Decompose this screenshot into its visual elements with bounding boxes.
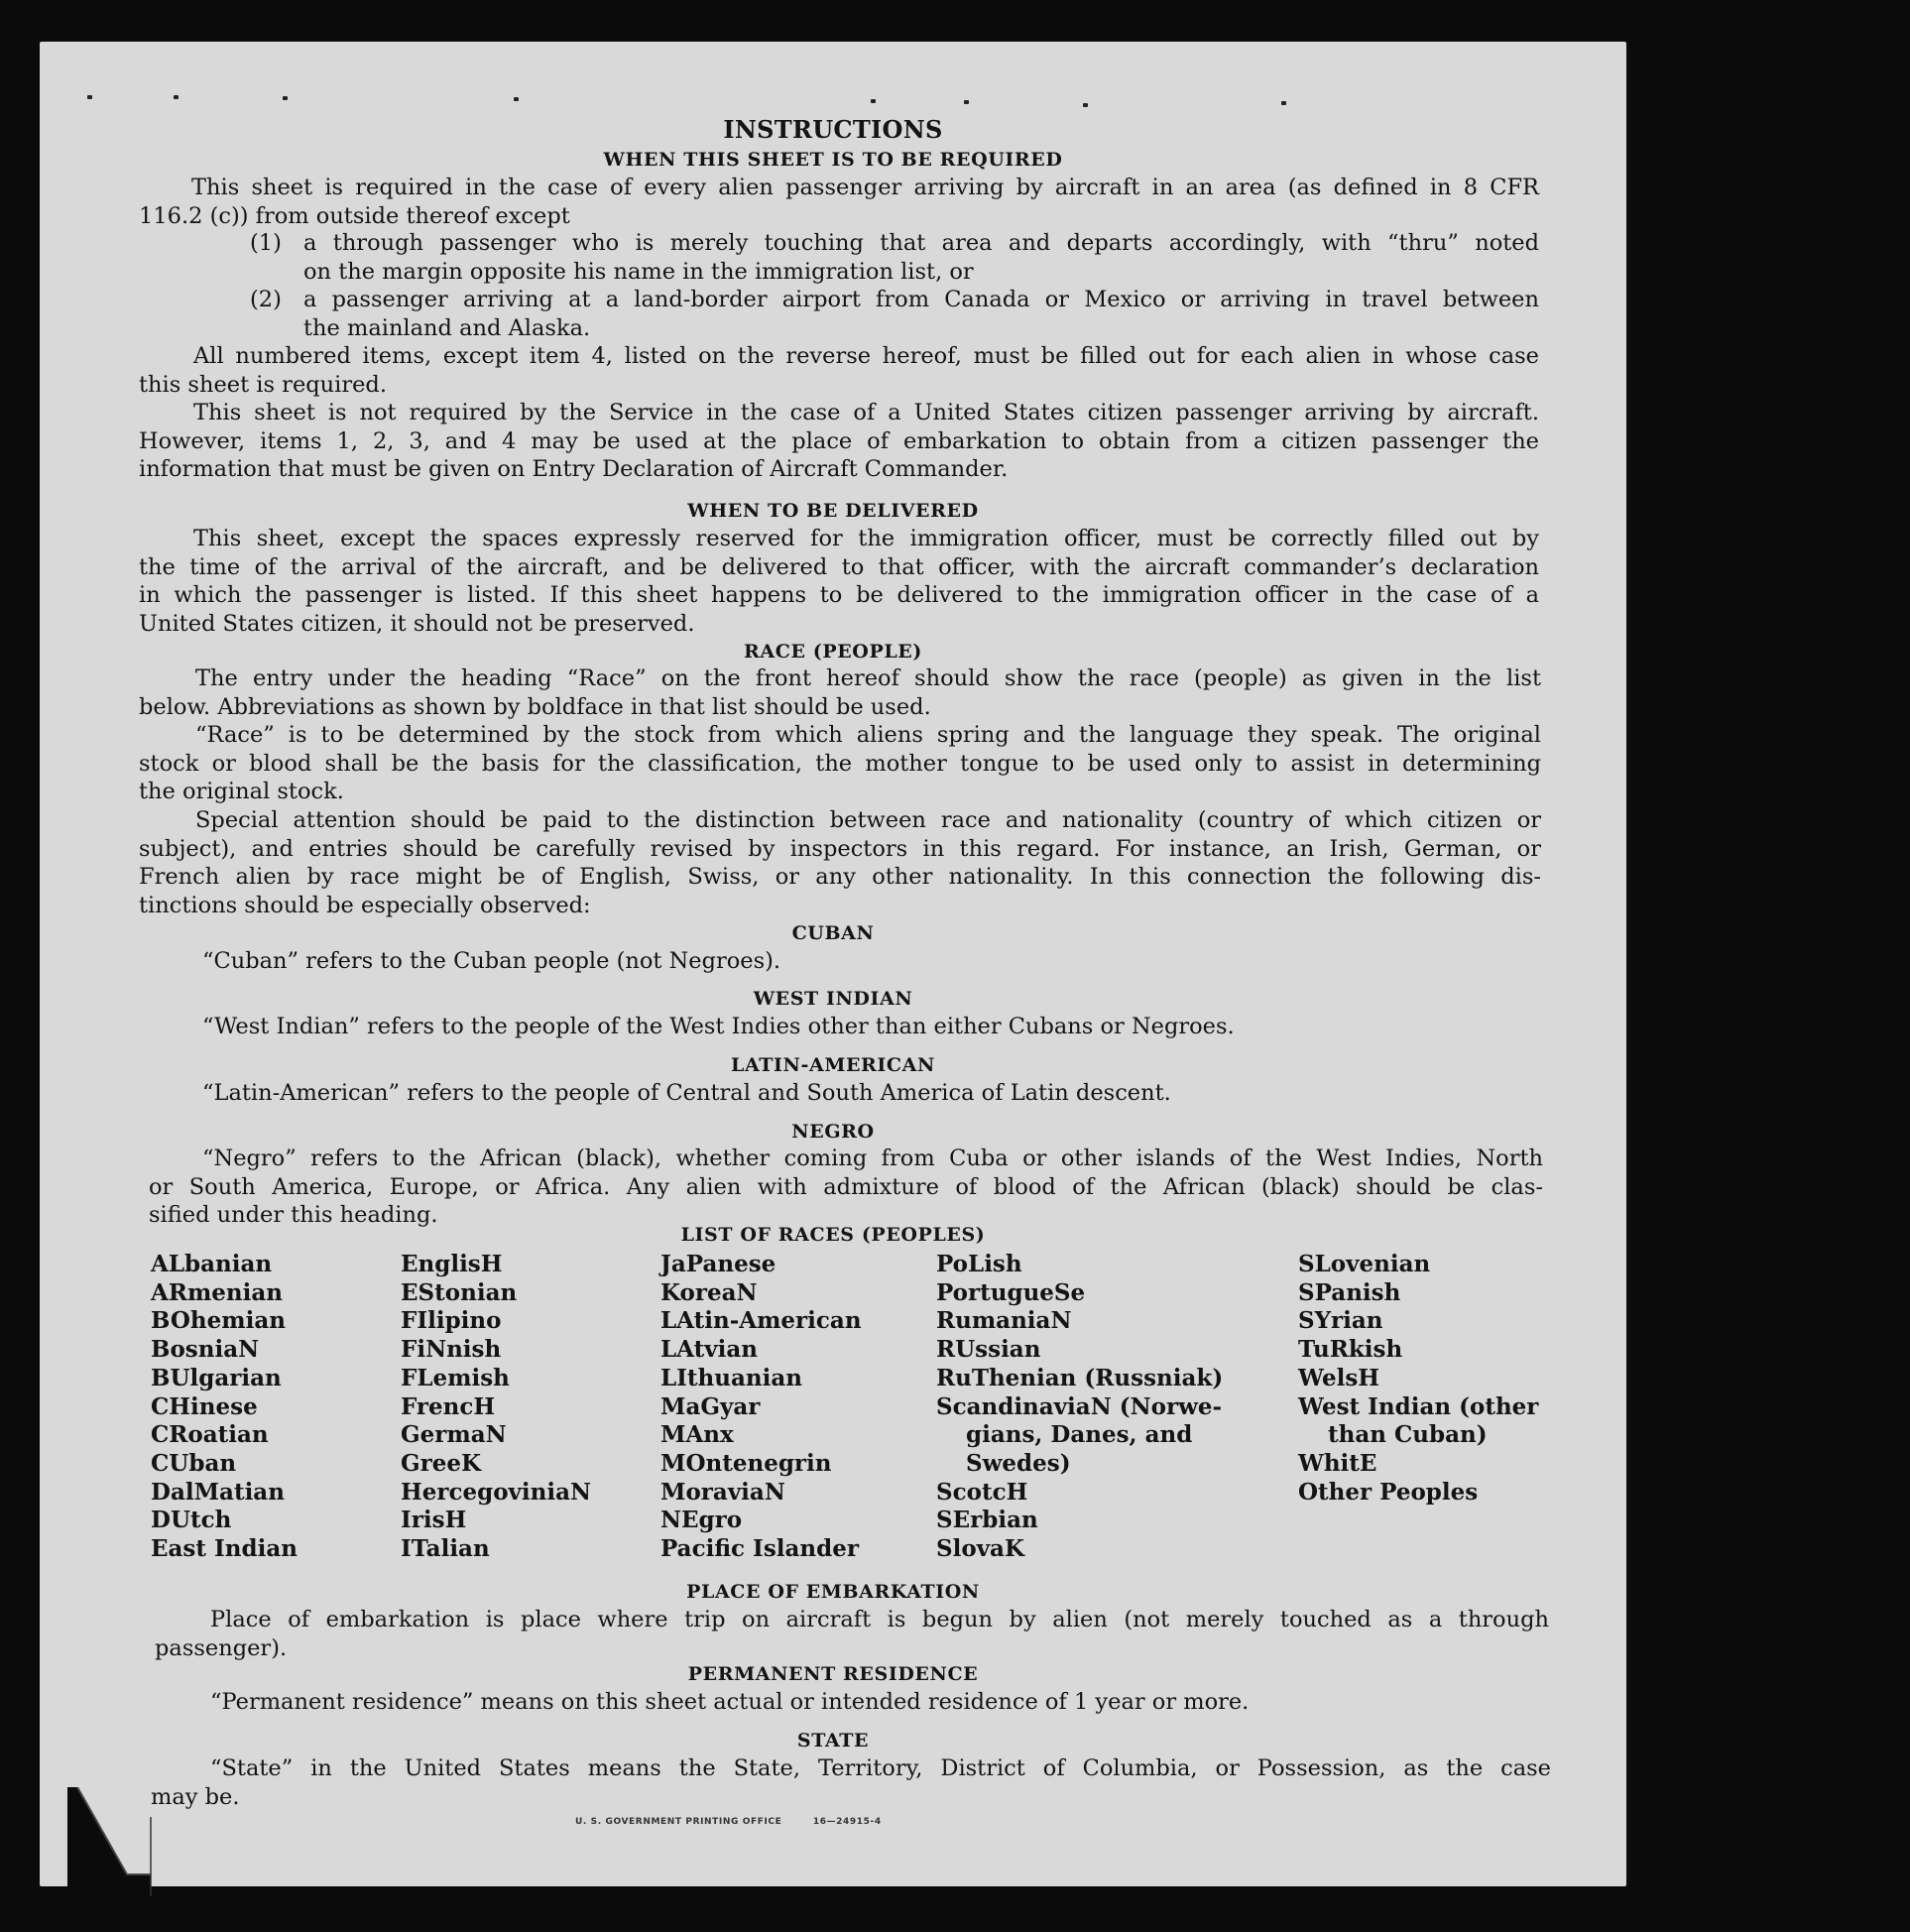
exception-item-1 xyxy=(303,229,1539,286)
race-entry: MoraviaN xyxy=(660,1478,785,1506)
text-line: this sheet is required. xyxy=(139,371,387,398)
text-line: the time of the arrival of the aircraft, and be delivered to that officer, with the aircraft commander’s declaration xyxy=(139,553,1539,580)
paragraph-required-2 xyxy=(139,342,1539,399)
race-entry: LAtin-American xyxy=(660,1307,862,1335)
text-line: Place of embarkation is place where trip on aircraft is begun by alien (not merely touched as a through xyxy=(210,1607,1549,1632)
text-line: Special attention should be paid to the distinction between race and nationality (country of which citizen or xyxy=(195,807,1541,833)
races-column-1 xyxy=(151,1251,298,1564)
race-entry: BOhemian xyxy=(151,1307,286,1335)
text-line: a through passenger who is merely touching that area and departs accordingly, with “thru” noted xyxy=(303,230,1539,256)
form-code: 16—24915-4 xyxy=(812,1817,882,1827)
heading-race: RACE (PEOPLE) xyxy=(744,641,922,663)
race-entry: than Cuban) xyxy=(1328,1421,1488,1449)
race-entry: SLovenian xyxy=(1298,1251,1431,1277)
race-entry: FLemish xyxy=(401,1364,510,1391)
speck xyxy=(87,95,92,99)
race-entry: MaGyar xyxy=(660,1392,761,1420)
races-column-4 xyxy=(936,1251,1223,1564)
race-entry: EStonian xyxy=(401,1278,518,1306)
race-entry: FrencH xyxy=(401,1392,496,1420)
races-column-5 xyxy=(1298,1251,1538,1507)
text-line: may be. xyxy=(151,1783,240,1810)
heading-negro: NEGRO xyxy=(791,1121,875,1143)
race-entry: MOntenegrin xyxy=(660,1449,832,1477)
race-entry: CUban xyxy=(151,1449,237,1477)
heading-cuban: CUBAN xyxy=(791,922,875,944)
race-entry: gians, Danes, and xyxy=(966,1421,1193,1449)
race-entry: RumaniaN xyxy=(936,1307,1072,1335)
text-line: “Negro” refers to the African (black), whether coming from Cuba or other islands of the West Indies, North xyxy=(202,1146,1543,1171)
paragraph-required-3 xyxy=(139,399,1539,484)
race-entry: West Indian (other xyxy=(1298,1392,1539,1420)
definition-negro xyxy=(149,1145,1543,1230)
race-entry: DUtch xyxy=(151,1507,232,1534)
race-entry: ALbanian xyxy=(151,1251,273,1277)
exception-item-2 xyxy=(303,286,1539,342)
heading-when-required: WHEN THIS SHEET IS TO BE REQUIRED xyxy=(603,149,1063,171)
speck xyxy=(174,95,179,99)
race-entry: HercegoviniaN xyxy=(401,1478,592,1506)
paragraph-required-1 xyxy=(139,174,1539,230)
definition-state xyxy=(151,1754,1551,1811)
text-line: passenger). xyxy=(155,1634,288,1661)
text-line: 116.2 (c)) from outside thereof except xyxy=(139,202,570,229)
text-line: “Race” is to be determined by the stock from which aliens spring and the language they speak. The original xyxy=(195,722,1541,748)
paragraph-race-1 xyxy=(139,664,1541,721)
race-entry: KoreaN xyxy=(660,1278,758,1306)
race-entry: East Indian xyxy=(151,1535,298,1563)
printer-name: U. S. GOVERNMENT PRINTING OFFICE xyxy=(575,1817,782,1827)
race-entry: ITalian xyxy=(401,1535,490,1563)
race-entry: FiNnish xyxy=(401,1336,502,1364)
race-entry: Other Peoples xyxy=(1298,1478,1479,1506)
text-line: the original stock. xyxy=(139,779,344,804)
text-line: This sheet is not required by the Service in the case of a United States citizen passenger arriving by aircraft. xyxy=(193,400,1539,425)
race-entry: SYrian xyxy=(1298,1307,1383,1335)
paragraph-race-2 xyxy=(139,721,1541,806)
race-entry: FIlipino xyxy=(401,1307,502,1335)
definition-west-indian: “West Indian” refers to the people of the West Indies other than either Cubans or Negroes. xyxy=(202,1014,1235,1039)
definition-cuban: “Cuban” refers to the Cuban people (not Negroes). xyxy=(202,948,781,974)
heading-latin-american: LATIN-AMERICAN xyxy=(731,1054,935,1076)
item-number-1: (1) xyxy=(250,230,282,256)
race-entry: CHinese xyxy=(151,1392,258,1420)
heading-permanent-residence: PERMANENT RESIDENCE xyxy=(687,1663,979,1685)
document-title: INSTRUCTIONS xyxy=(723,115,943,144)
text-line: The entry under the heading “Race” on the front hereof should show the race (people) as given in the list xyxy=(195,665,1541,691)
text-line: sified under this heading. xyxy=(149,1202,438,1228)
heading-state: STATE xyxy=(796,1730,870,1751)
race-entry: SErbian xyxy=(936,1507,1038,1534)
speck xyxy=(871,99,876,103)
text-line: tinctions should be especially observed: xyxy=(139,892,591,918)
race-entry: WelsH xyxy=(1298,1364,1380,1391)
definition-permanent-residence: “Permanent residence” means on this sheet actual or intended residence of 1 year or more. xyxy=(210,1689,1250,1715)
race-entry: GermaN xyxy=(401,1421,507,1449)
text-line: information that must be given on Entry Declaration of Aircraft Commander. xyxy=(139,456,1009,482)
speck xyxy=(1281,101,1286,105)
speck xyxy=(1083,103,1088,107)
race-entry: LIthuanian xyxy=(660,1364,802,1391)
item-number-2: (2) xyxy=(250,287,282,312)
heading-when-delivered: WHEN TO BE DELIVERED xyxy=(687,500,979,522)
race-entry: RuThenian (Russniak) xyxy=(936,1364,1224,1391)
text-line: This sheet, except the spaces expressly reserved for the immigration officer, must be correctly filled out by xyxy=(193,526,1539,551)
text-line: French alien by race might be of English, Swiss, or any other nationality. In this connection the following dis- xyxy=(139,864,1541,890)
speck xyxy=(964,100,969,104)
race-entry: MAnx xyxy=(660,1421,734,1449)
race-entry: BUlgarian xyxy=(151,1364,282,1391)
text-line: the mainland and Alaska. xyxy=(303,314,591,341)
race-entry: SPanish xyxy=(1298,1278,1401,1306)
race-entry: ARmenian xyxy=(151,1278,284,1306)
heading-embarkation: PLACE OF EMBARKATION xyxy=(686,1581,980,1603)
race-entry: IrisH xyxy=(401,1507,467,1534)
text-line: or South America, Europe, or Africa. Any alien with admixture of blood of the African (black) should be clas- xyxy=(149,1173,1543,1200)
race-entry: WhitE xyxy=(1298,1449,1377,1477)
race-entry: BosniaN xyxy=(151,1336,260,1364)
races-column-3 xyxy=(660,1251,862,1564)
race-entry: Swedes) xyxy=(966,1449,1071,1477)
definition-latin-american: “Latin-American” refers to the people of Central and South America of Latin descent. xyxy=(202,1080,1171,1106)
printer-imprint xyxy=(575,1817,882,1827)
text-line: in which the passenger is listed. If this sheet happens to be delivered to the immigration officer in the case of a xyxy=(139,582,1539,608)
speck xyxy=(514,97,519,101)
race-entry: JaPanese xyxy=(660,1251,776,1277)
text-line: subject), and entries should be carefully revised by inspectors in this regard. For instance, an Irish, German, or xyxy=(139,835,1541,862)
race-entry: ScotcH xyxy=(936,1478,1028,1506)
text-line: a passenger arriving at a land-border airport from Canada or Mexico or arriving in travel between xyxy=(303,287,1539,312)
text-line: stock or blood shall be the basis for the classification, the mother tongue to be used only to assist in determining xyxy=(139,750,1541,777)
race-entry: LAtvian xyxy=(660,1336,758,1364)
race-entry: CRoatian xyxy=(151,1421,269,1449)
race-entry: EnglisH xyxy=(401,1251,503,1277)
race-entry: SlovaK xyxy=(936,1535,1024,1563)
definition-embarkation xyxy=(155,1606,1549,1662)
race-entry: PortugueSe xyxy=(936,1278,1086,1306)
text-line: “State” in the United States means the State, Territory, District of Columbia, or Possession, as the case xyxy=(210,1755,1551,1781)
races-column-2 xyxy=(401,1251,591,1564)
speck xyxy=(283,96,288,100)
paragraph-delivered xyxy=(139,525,1539,638)
race-entry: GreeK xyxy=(401,1449,482,1477)
text-line: on the margin opposite his name in the immigration list, or xyxy=(303,258,974,285)
race-entry: DalMatian xyxy=(151,1478,285,1506)
race-entry: RUssian xyxy=(936,1336,1041,1364)
race-entry: ScandinaviaN (Norwe- xyxy=(936,1392,1223,1420)
race-entry: Pacific Islander xyxy=(660,1535,859,1563)
text-line: However, items 1, 2, 3, and 4 may be used at the place of embarkation to obtain from a citizen passenger the xyxy=(139,427,1539,454)
folded-corner-graphic xyxy=(67,1787,216,1896)
document-sheet xyxy=(40,42,1626,1886)
heading-list-of-races: LIST OF RACES (PEOPLES) xyxy=(680,1224,986,1246)
paragraph-race-3 xyxy=(139,806,1541,919)
text-line: All numbered items, except item 4, listed on the reverse hereof, must be filled out for each alien in whose case xyxy=(193,343,1539,369)
race-entry: TuRkish xyxy=(1298,1336,1403,1364)
heading-west-indian: WEST INDIAN xyxy=(753,988,913,1010)
race-entry: NEgro xyxy=(660,1507,743,1534)
text-line: below. Abbreviations as shown by boldface in that list should be used. xyxy=(139,693,931,720)
race-entry: PoLish xyxy=(936,1251,1022,1277)
text-line: This sheet is required in the case of every alien passenger arriving by aircraft in an area (as defined in 8 CFR xyxy=(191,175,1539,200)
text-line: United States citizen, it should not be preserved. xyxy=(139,610,695,637)
